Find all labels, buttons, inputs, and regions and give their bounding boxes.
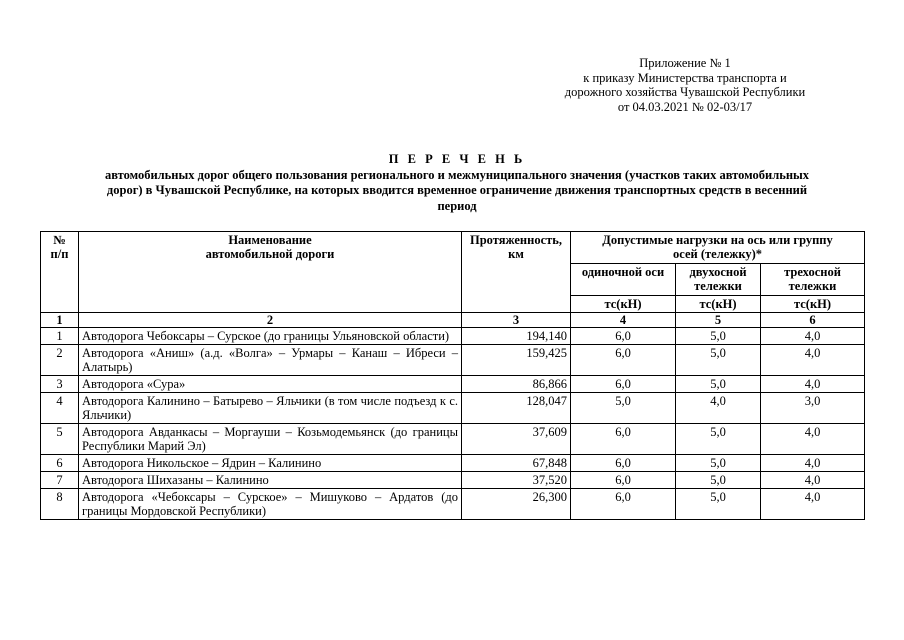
road-name: Автодорога Чебоксары – Сурское (до границы Ульяновской области) [79, 328, 462, 345]
load-triple: 4,0 [761, 345, 865, 376]
load-single: 6,0 [571, 424, 676, 455]
row-number: 8 [41, 489, 79, 520]
road-length: 194,140 [462, 328, 571, 345]
load-double: 5,0 [676, 345, 761, 376]
column-number: 6 [761, 313, 865, 328]
header-unit: тс(кН) [676, 295, 761, 312]
table-row [41, 393, 865, 424]
document-heading [40, 152, 874, 167]
table-row [41, 376, 865, 393]
load-single: 6,0 [571, 489, 676, 520]
road-name: Автодорога «Аниш» (а.д. «Волга» – Урмары – Канаш – Ибреси – Алатырь) [79, 345, 462, 376]
appendix-line: дорожного хозяйства Чувашской Республики [564, 85, 806, 100]
appendix-line: к приказу Министерства транспорта и [583, 70, 787, 85]
road-name: Автодорога «Сура» [79, 376, 462, 393]
road-length: 37,609 [462, 424, 571, 455]
road-length: 26,300 [462, 489, 571, 520]
load-single: 6,0 [571, 376, 676, 393]
column-number: 3 [462, 313, 571, 328]
roads-table [40, 231, 865, 520]
row-number: 4 [41, 393, 79, 424]
column-number: 4 [571, 313, 676, 328]
load-triple: 4,0 [761, 424, 865, 455]
heading-text: П Е Р Е Ч Е Н Ь [388, 152, 526, 166]
row-number: 7 [41, 472, 79, 489]
appendix-line: от 04.03.2021 № 02-03/17 [617, 99, 753, 114]
header-length: Протяженность, км [462, 232, 571, 313]
load-single: 6,0 [571, 328, 676, 345]
column-number: 1 [41, 313, 79, 328]
header-single-axle: одиночной оси [571, 263, 676, 295]
load-double: 5,0 [676, 328, 761, 345]
header-loads: Допустимые нагрузки на ось или группу осей (тележку)* [571, 232, 865, 264]
row-number: 1 [41, 328, 79, 345]
road-name: Автодорога Никольское – Ядрин – Калинино [79, 455, 462, 472]
header-name: Наименование автомобильной дороги [79, 232, 462, 313]
road-name: Автодорога Авданкасы – Моргауши – Козьмодемьянск (до границы Республики Марий Эл) [79, 424, 462, 455]
road-name: Автодорога Калинино – Батырево – Яльчики (в том числе подъезд к с. Яльчики) [79, 393, 462, 424]
row-number: 6 [41, 455, 79, 472]
column-number: 2 [79, 313, 462, 328]
load-double: 5,0 [676, 489, 761, 520]
road-length: 37,520 [462, 472, 571, 489]
table-row [41, 345, 865, 376]
table-row [41, 472, 865, 489]
document-subtitle [40, 168, 874, 214]
row-number: 3 [41, 376, 79, 393]
load-single: 6,0 [571, 345, 676, 376]
load-triple: 4,0 [761, 489, 865, 520]
load-triple: 4,0 [761, 328, 865, 345]
subtitle-line: период [437, 198, 477, 213]
road-length: 159,425 [462, 345, 571, 376]
header-unit: тс(кН) [761, 295, 865, 312]
row-number: 5 [41, 424, 79, 455]
table-row [41, 328, 865, 345]
load-triple: 3,0 [761, 393, 865, 424]
table-row [41, 489, 865, 520]
road-length: 86,866 [462, 376, 571, 393]
load-double: 5,0 [676, 424, 761, 455]
appendix-line: Приложение № 1 [639, 56, 731, 70]
road-length: 128,047 [462, 393, 571, 424]
column-number-row [41, 313, 865, 328]
table-row [41, 424, 865, 455]
road-length: 67,848 [462, 455, 571, 472]
appendix-reference [520, 56, 850, 114]
road-name: Автодорога «Чебоксары – Сурское» – Мишуково – Ардатов (до границы Мордовской Республики) [79, 489, 462, 520]
header-num: № п/п [41, 232, 79, 313]
load-triple: 4,0 [761, 376, 865, 393]
load-triple: 4,0 [761, 455, 865, 472]
load-double: 5,0 [676, 376, 761, 393]
subtitle-line: дорог) в Чувашской Республике, на которых вводится временное ограничение движения транспортных средств в весенний [106, 183, 808, 198]
load-single: 5,0 [571, 393, 676, 424]
road-name: Автодорога Шихазаны – Калинино [79, 472, 462, 489]
load-double: 4,0 [676, 393, 761, 424]
header-double-axle: двухосной тележки [676, 263, 761, 295]
load-single: 6,0 [571, 472, 676, 489]
table-row [41, 455, 865, 472]
load-double: 5,0 [676, 455, 761, 472]
column-number: 5 [676, 313, 761, 328]
row-number: 2 [41, 345, 79, 376]
subtitle-line: автомобильных дорог общего пользования регионального и межмуниципального значения (участков таких автомобильных [104, 168, 810, 182]
load-double: 5,0 [676, 472, 761, 489]
load-triple: 4,0 [761, 472, 865, 489]
header-triple-axle: трехосной тележки [761, 263, 865, 295]
header-unit: тс(кН) [571, 295, 676, 312]
load-single: 6,0 [571, 455, 676, 472]
